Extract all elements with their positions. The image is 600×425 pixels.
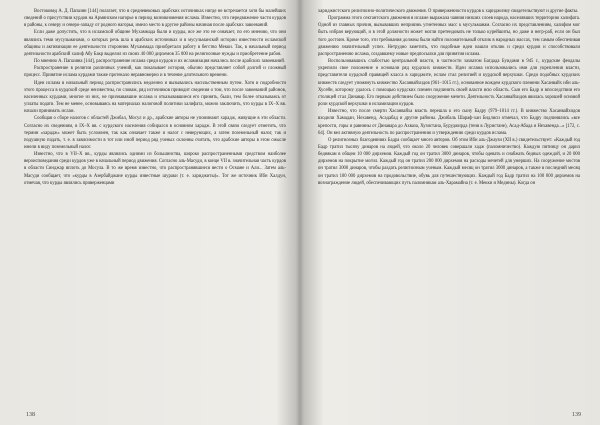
right-paragraph-5: О религиозных благодеяниях Бадра сообщает много авторов. Об этом Ибн аль-Джаузи (XII в.) свидетельствует: «Каждый год Бадр тратил тысячу динаров на людей, что около 20 человек совершали хадж (паломничество). Каждую пятницу он дарил беднякам в общем 10 000 дирхемов. Каждый год он тратил 3000 динаров, чтобы одевать и снабжать бедных одеждой, и 20 000 дирхемов на покрытие могил. Каждый год он тратил 200 000 дирхемов на расходы мечетей для умерших. На сооружение мостов он тратил 3000 динаров, чтобы раздать религиозным ученым. Каждый месяц он тратил 3000 динаров, а также в последний месяц он тратил 100 000 дирхемов на продовольствие, обувь для путешествующих. Каждый год Бадр тратил на 100 000 дирхемов на вознаграждение людей, обеспечивающих путь паломникам аль-Харамайна (т. е. Мекки и Медины). Когда он bbox=[318, 137, 580, 186]
right-page bbox=[318, 8, 580, 410]
right-paragraph-4: Известно, что после смерти Хасанвайха власть перешла к его сыну Бадру (979–1014 гг.). В княжество Хасанвайхидов входили Хамадан, Нехавенд, Асадабад и другие районы. Джибаль Шараф-хан Бидлиси отмечал, что Бадру подчинялись «все крепости, горы и равнины от Динавара до Ахваза, Хузистана, Буруджирда (теня в Луристане), Асад-Абада и Нехавенда...» [172, с. 64]. Он вел активную деятельность по распространению и утверждению среди курдов ислама. bbox=[318, 109, 580, 136]
left-paragraph-1: Востоковед А. Д. Папазян [144] полагает, что в средневековых арабских источниках нигде не встречается хотя бы малейших сведений о присутствии курдов на Армянском нагорье в период возникновения ислама. Известно, что передвижение части курдов в районы, к северу и северо-западу от родного нагорья, имело место в другие районы начиная после арабских завоеваний. bbox=[24, 9, 286, 29]
left-paragraph-2: Если даже допустить, что в исламской общине Мухаммада были и курды, все же это не означает, по его мнению, что они являлись теми мусульманами, о которых речь шла в арабских источниках и в мусульманской истории известности исламской общины и активизации ее деятельности сторонник Мухаммада приобретали работу в бегство Мекки. Так, в начальный период деятельности арабский халиф Абу Бакр выделил из своих 40 000 дирхемов 35 000 на религиозные нужды и приобретение рабов. bbox=[24, 30, 286, 57]
right-paragraph-2: Программа этого сектантского движения в исламе выражала чаяния низших слоев народа, населявших территорию халифата. Одной из главных причин, вызывавших неприязнь угнетенных масс к мусульманам. Согласно их представлениям, халифом мог быть избран верующий, и в этой должности может могли претендовать не только курейшиты, но даже и негр-раб, если он был того достоин. Кроме того, эти требования должны были найти положительный отклик в народных массах, тем самым обеспечивая движению значительный успех. Нетрудно заметить, что подобные идеи нашли отклик и среди курдов и способствовали распространению ислама, создавшему новые предпосылки для принятия ислама. bbox=[318, 16, 580, 57]
left-paragraph-7: Известно, что в VII–X вв., курды являлись одними из большинства, широко распространенными средством наиболее вероисповедания среди курдов уже в начальный период движения. Согласно аль-Масуди, в конце VII в. значительная часть курдов в области Синджар вплоть до Мосула. В то же время известно, что распространявшиеся вести о Османе и Али... Затем аль-Масуди сообщает, что «курды в Азербайджане курды известные шураки (т. е. хариджиты)». Тот же источник Ибн Халдун, отмечая, что курды являлись приверженцами bbox=[24, 152, 286, 186]
book-gutter bbox=[296, 0, 304, 425]
left-page bbox=[24, 8, 286, 410]
right-paragraph-1: хариджистского религиозно-политического движения. О приверженности курдов к хариджизму свидетельствуют и другие факты. bbox=[318, 9, 579, 14]
left-paragraph-3: По мнению А. Папазяна [144], распространение ислама среди курдов и их исламизация начались после арабских завоеваний. bbox=[34, 59, 286, 65]
left-paragraph-6: Сообщая о сборе налогов с областей Джибал, Мосул и др., арабские авторы не упоминают харадж, живущие в эти области. Согласно их сведениям, в IX–X вв. с курдского населения собирался в основном харадж. В этой связи следует отметить, что термин «харадж» может быть усложнен, так как означает также и налог с неверующих, а затем поземельный налог, так и подушную подать, т. е. в зависимости в тот или иной период ряд ученых склонны считать, что арабские авторы в этом смысле имели в виду поземельный налог. bbox=[24, 116, 286, 150]
right-paragraph-3: Воспользовавшись слабостью центральной власти, в частности захватом Багдада Буидами в 945 г., курдские феодалы укрепили свое положение и основали ряд курдских княжеств. Идеи ислама использовались ими для укрепления власти, представители курдской правящей класса в хариджите, ислам стал религией и курдской верхушки. Среди подобных курдских княжеств следует упомянуть княжество Хасанвайхидов (961–1015 гг.), основанное вождем курдского племени Хасанвайх ибн аль-Хусейн, которому удалось с помощью курдских племен подчинить своей власти всю область. Сын его Бадр и впоследствии его столицей стал Динавар. Его первым действием было сооружение мечети. Деятельность Хасанвайхидов явилась хорошей основой роли курдской верхушки в исламизации курдов. bbox=[318, 59, 580, 108]
left-paragraph-5: Идеи ислама в начальный период распространились медленно и вызывались насильственным путем. Хотя и подробности этого процесса в курдской среде неизвестны, по словам, ряд источников приводит сведения о том, что после завоеваний районов, населенных курдами, многие из них, не признававшие ислама и отказывавшиеся его принять, были, тем более отказываясь от уплаты подати. Тем не менее, основываясь на материалах налоговой политики халифата, можно заключить, что курды в IX–X вв. начали принимать ислам. bbox=[24, 80, 286, 115]
left-paragraph-4: Распространение в религии различных учений, как показывает история, обычно представляет собой долгий и сложный процесс. Принятие ислама курдами также протекало неравномерно и в течение длительного времени. bbox=[24, 66, 286, 79]
right-page-number: 139 bbox=[572, 412, 581, 418]
left-page-number: 138 bbox=[26, 412, 35, 418]
